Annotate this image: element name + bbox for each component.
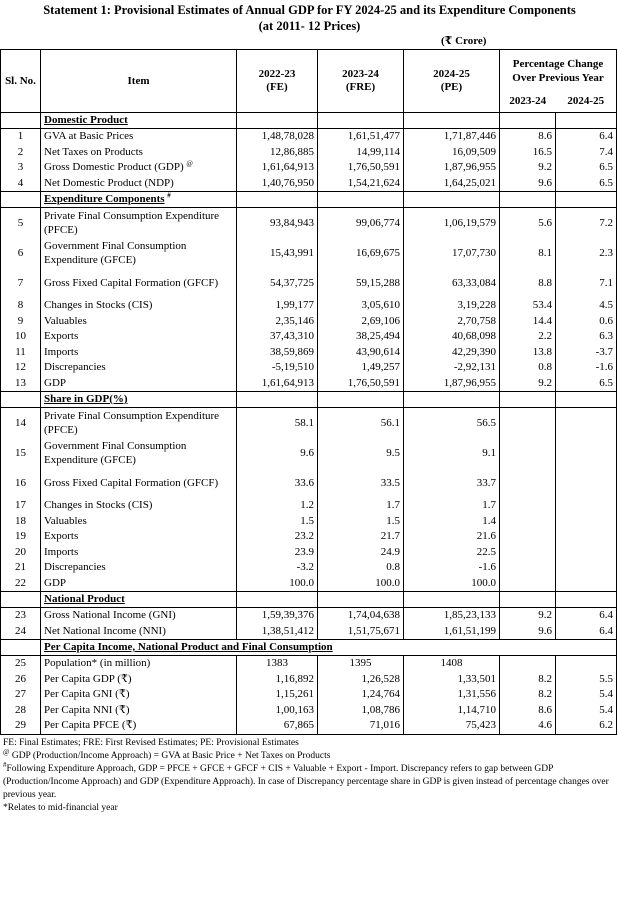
row-item: Population* (in million)	[41, 656, 237, 672]
row-value: 17,07,730	[404, 238, 500, 268]
header-2023-24-tag: (FRE)	[345, 81, 376, 93]
row-value: 1,00,163	[237, 703, 318, 719]
table-row	[1, 268, 617, 298]
header-2024-25-tag: (PE)	[440, 81, 463, 93]
section-domestic	[1, 113, 617, 129]
header-2022-23-year: 2022-23	[258, 68, 296, 80]
row-pct: 9.6	[500, 624, 556, 640]
footnote-expenditure-text: Following Expenditure Approach, GDP = PFCE + GFCE + GFCF + CIS + Valuable + Export - Import. Discrepancy refers to gap between GDP (Production/Income Approach) and GDP (Expenditure Approach). In case of Discrepancy percentage share in GDP is given instead of percentage changes over previous year.	[3, 763, 609, 800]
row-pct: 9.2	[500, 608, 556, 624]
row-value: 1,87,96,955	[404, 160, 500, 176]
row-item: Exports	[41, 329, 237, 345]
row-sl: 11	[1, 345, 41, 361]
row-item: Net Domestic Product (NDP)	[41, 176, 237, 192]
row-value: 63,33,084	[404, 268, 500, 298]
row-value: 58.1	[237, 408, 318, 439]
row-item: Valuables	[41, 314, 237, 330]
row-value: 1,14,710	[404, 703, 500, 719]
title-line-2: (at 2011- 12 Prices)	[258, 19, 361, 33]
table-row	[1, 718, 617, 734]
header-pct-change: Percentage Change Over Previous Year	[500, 50, 617, 92]
row-pct: 13.8	[500, 345, 556, 361]
row-pct: 8.6	[500, 129, 556, 145]
row-pct: 5.6	[500, 208, 556, 239]
row-sl: 24	[1, 624, 41, 640]
section-expenditure	[1, 192, 617, 208]
row-value: 16,69,675	[318, 238, 404, 268]
row-sl: 29	[1, 718, 41, 734]
row-value: 1,71,87,446	[404, 129, 500, 145]
row-pct: 9.2	[500, 376, 556, 392]
row-item: Per Capita GDP (₹)	[41, 672, 237, 688]
row-pct: 0.8	[500, 360, 556, 376]
row-item: Valuables	[41, 514, 237, 530]
row-item: GDP	[41, 576, 237, 592]
row-value: 54,37,725	[237, 268, 318, 298]
row-item: Gross National Income (GNI)	[41, 608, 237, 624]
row-value: 1.5	[318, 514, 404, 530]
row-sl: 28	[1, 703, 41, 719]
row-pct: 8.6	[500, 703, 556, 719]
row-value: 16,09,509	[404, 145, 500, 161]
row-item: Discrepancies	[41, 560, 237, 576]
row-sl: 16	[1, 468, 41, 498]
row-value: 100.0	[318, 576, 404, 592]
row-sl: 20	[1, 545, 41, 561]
row-sl: 2	[1, 145, 41, 161]
row-value: 1,61,64,913	[237, 160, 318, 176]
footnote-expenditure	[3, 760, 615, 802]
row-pct: 8.2	[500, 672, 556, 688]
row-sl: 9	[1, 314, 41, 330]
row-value: 1,61,51,199	[404, 624, 500, 640]
row-pct: 16.5	[500, 145, 556, 161]
section-expenditure-cell	[41, 192, 237, 208]
header-2024-25	[404, 50, 500, 113]
row-pct: 6.2	[556, 718, 617, 734]
row-value: 1,16,892	[237, 672, 318, 688]
row-value: 100.0	[404, 576, 500, 592]
row-value: 1,31,556	[404, 687, 500, 703]
row-item: Imports	[41, 345, 237, 361]
row-value: 1,64,25,021	[404, 176, 500, 192]
header-row	[1, 50, 617, 92]
row-pct: 6.3	[556, 329, 617, 345]
table-row	[1, 145, 617, 161]
header-2024-25-year: 2024-25	[433, 68, 470, 80]
header-pct-2024-25: 2024-25	[556, 91, 617, 112]
header-pct-2023-24: 2023-24	[500, 91, 556, 112]
footnote-marker: @	[3, 747, 10, 756]
row-value: 3,19,228	[404, 298, 500, 314]
section-domestic-label: Domestic Product	[41, 113, 237, 129]
row-item: Government Final Consumption Expenditure (GFCE)	[41, 438, 237, 468]
table-row	[1, 560, 617, 576]
table-row	[1, 529, 617, 545]
section-national-label: National Product	[41, 592, 237, 608]
header-2023-24	[318, 50, 404, 113]
row-value: 1,48,78,028	[237, 129, 318, 145]
header-2022-23	[237, 50, 318, 113]
row-item: Private Final Consumption Expenditure (PFCE)	[41, 208, 237, 239]
row-value: 99,06,774	[318, 208, 404, 239]
row-value: 1,40,76,950	[237, 176, 318, 192]
footnote-marker: #	[167, 191, 171, 200]
table-row	[1, 376, 617, 392]
row-value: 1,76,50,591	[318, 160, 404, 176]
row-sl: 6	[1, 238, 41, 268]
section-share	[1, 392, 617, 408]
table-row	[1, 329, 617, 345]
row-value: 33.5	[318, 468, 404, 498]
row-value: 1,87,96,955	[404, 376, 500, 392]
row-sl: 1	[1, 129, 41, 145]
header-2022-23-tag: (FE)	[266, 81, 288, 93]
row-value: 37,43,310	[237, 329, 318, 345]
row-value: 1,38,51,412	[237, 624, 318, 640]
row-pct: 6.5	[556, 176, 617, 192]
section-expenditure-label: Expenditure Components	[44, 193, 165, 205]
table-row	[1, 514, 617, 530]
table-row	[1, 129, 617, 145]
row-item: Per Capita GNI (₹)	[41, 687, 237, 703]
row-value: 1,49,257	[318, 360, 404, 376]
row-value: 1.7	[404, 498, 500, 514]
row-value: 43,90,614	[318, 345, 404, 361]
row-value: 1,33,501	[404, 672, 500, 688]
row-value: -1.6	[404, 560, 500, 576]
row-value: 1,26,528	[318, 672, 404, 688]
row-value: 3,05,610	[318, 298, 404, 314]
row-pct: 6.4	[556, 624, 617, 640]
row-value: 1,61,51,477	[318, 129, 404, 145]
row-item: GVA at Basic Prices	[41, 129, 237, 145]
row-sl: 7	[1, 268, 41, 298]
row-value: 56.5	[404, 408, 500, 439]
row-item: Discrepancies	[41, 360, 237, 376]
row-pct: 5.4	[556, 687, 617, 703]
row-pct: 5.5	[556, 672, 617, 688]
footnote-marker: @	[186, 160, 193, 168]
unit-label: (₹ Crore)	[441, 35, 487, 47]
row-value: 42,29,390	[404, 345, 500, 361]
title-line-1: Statement 1: Provisional Estimates of Annual GDP for FY 2024-25 and its Expenditure Components	[43, 3, 576, 17]
row-value: 2,69,106	[318, 314, 404, 330]
table-row	[1, 672, 617, 688]
row-value: 1395	[318, 656, 404, 672]
row-value: 1,59,39,376	[237, 608, 318, 624]
row-value: 1,74,04,638	[318, 608, 404, 624]
row-value: 100.0	[237, 576, 318, 592]
row-pct: 6.4	[556, 608, 617, 624]
table-row	[1, 545, 617, 561]
row-value: 67,865	[237, 718, 318, 734]
row-item: Exports	[41, 529, 237, 545]
row-sl: 21	[1, 560, 41, 576]
footnote-marker: #	[3, 760, 7, 769]
row-value: 1,15,261	[237, 687, 318, 703]
row-value: 1,54,21,624	[318, 176, 404, 192]
table-row	[1, 176, 617, 192]
row-value: 1.5	[237, 514, 318, 530]
table-row	[1, 656, 617, 672]
footnote-abbreviations: FE: Final Estimates; FRE: First Revised Estimates; PE: Provisional Estimates	[3, 737, 299, 748]
row-value: 21.7	[318, 529, 404, 545]
row-value: 1,51,75,671	[318, 624, 404, 640]
row-value: 1383	[237, 656, 318, 672]
row-value: 1,24,764	[318, 687, 404, 703]
unit-row	[0, 34, 619, 49]
row-value: 12,86,885	[237, 145, 318, 161]
row-value: 23.2	[237, 529, 318, 545]
row-pct: 5.4	[556, 703, 617, 719]
row-value: 9.6	[237, 438, 318, 468]
row-value: 33.6	[237, 468, 318, 498]
table-row	[1, 438, 617, 468]
row-value: -2,92,131	[404, 360, 500, 376]
table-row	[1, 360, 617, 376]
row-value: 40,68,098	[404, 329, 500, 345]
row-value: 75,423	[404, 718, 500, 734]
table-row	[1, 468, 617, 498]
header-item: Item	[41, 50, 237, 113]
row-value: 33.7	[404, 468, 500, 498]
row-sl: 13	[1, 376, 41, 392]
row-sl: 10	[1, 329, 41, 345]
table-row	[1, 208, 617, 239]
row-item: Changes in Stocks (CIS)	[41, 498, 237, 514]
footnote-population: *Relates to mid-financial year	[3, 802, 118, 813]
row-pct: 6.4	[556, 129, 617, 145]
row-value: 21.6	[404, 529, 500, 545]
header-sl: Sl. No.	[1, 50, 41, 113]
section-share-label: Share in GDP(%)	[41, 392, 237, 408]
row-value: 38,59,869	[237, 345, 318, 361]
table-row	[1, 160, 617, 176]
table-row	[1, 498, 617, 514]
row-pct: 8.8	[500, 268, 556, 298]
row-pct: 7.1	[556, 268, 617, 298]
row-item: GDP	[41, 376, 237, 392]
row-item-text: Gross Domestic Product (GDP)	[44, 161, 184, 174]
row-value: 59,15,288	[318, 268, 404, 298]
row-sl: 14	[1, 408, 41, 439]
row-value: 9.5	[318, 438, 404, 468]
row-pct: 0.6	[556, 314, 617, 330]
row-pct: -3.7	[556, 345, 617, 361]
section-percapita	[1, 640, 617, 656]
row-sl: 5	[1, 208, 41, 239]
table-row	[1, 238, 617, 268]
row-value: 1,99,177	[237, 298, 318, 314]
row-value: 14,99,114	[318, 145, 404, 161]
row-pct: 8.1	[500, 238, 556, 268]
row-item: Net National Income (NNI)	[41, 624, 237, 640]
row-value: 9.1	[404, 438, 500, 468]
table-row	[1, 608, 617, 624]
row-value: 1,06,19,579	[404, 208, 500, 239]
table-row	[1, 298, 617, 314]
row-item: Private Final Consumption Expenditure (PFCE)	[41, 408, 237, 439]
row-sl: 18	[1, 514, 41, 530]
header-2023-24-year: 2023-24	[342, 68, 379, 80]
row-pct: 6.5	[556, 376, 617, 392]
row-pct: 8.2	[500, 687, 556, 703]
row-value: 15,43,991	[237, 238, 318, 268]
statement-title	[0, 0, 619, 34]
row-value: 1,76,50,591	[318, 376, 404, 392]
table-row	[1, 408, 617, 439]
row-value: 2,35,146	[237, 314, 318, 330]
row-value: 71,016	[318, 718, 404, 734]
footnote-gdp-text: GDP (Production/Income Approach) = GVA at Basic Price + Net Taxes on Products	[11, 750, 331, 761]
row-item	[41, 160, 237, 176]
row-value: 1408	[404, 656, 500, 672]
row-sl: 25	[1, 656, 41, 672]
row-item: Per Capita PFCE (₹)	[41, 718, 237, 734]
row-pct: 7.4	[556, 145, 617, 161]
row-item: Net Taxes on Products	[41, 145, 237, 161]
table-row	[1, 576, 617, 592]
row-item: Imports	[41, 545, 237, 561]
row-value: 24.9	[318, 545, 404, 561]
footnote-gdp	[3, 747, 615, 763]
footnotes	[0, 737, 615, 815]
row-pct: 2.3	[556, 238, 617, 268]
row-value: 38,25,494	[318, 329, 404, 345]
table-row	[1, 703, 617, 719]
row-pct: 4.6	[500, 718, 556, 734]
row-sl: 26	[1, 672, 41, 688]
row-sl: 27	[1, 687, 41, 703]
row-value: 23.9	[237, 545, 318, 561]
row-pct: 53.4	[500, 298, 556, 314]
row-pct: 9.2	[500, 160, 556, 176]
row-value: 0.8	[318, 560, 404, 576]
row-value: 1.2	[237, 498, 318, 514]
row-pct: 14.4	[500, 314, 556, 330]
row-pct: 6.5	[556, 160, 617, 176]
section-national	[1, 592, 617, 608]
row-item: Gross Fixed Capital Formation (GFCF)	[41, 468, 237, 498]
row-pct: -1.6	[556, 360, 617, 376]
row-value: -5,19,510	[237, 360, 318, 376]
row-sl: 15	[1, 438, 41, 468]
row-value: 56.1	[318, 408, 404, 439]
row-item: Per Capita NNI (₹)	[41, 703, 237, 719]
row-pct: 9.6	[500, 176, 556, 192]
table-row	[1, 624, 617, 640]
gdp-table	[0, 49, 617, 735]
row-sl: 8	[1, 298, 41, 314]
row-item: Government Final Consumption Expenditure (GFCE)	[41, 238, 237, 268]
row-sl: 4	[1, 176, 41, 192]
row-value: 1,08,786	[318, 703, 404, 719]
row-value: 1.7	[318, 498, 404, 514]
row-pct: 7.2	[556, 208, 617, 239]
row-value: 22.5	[404, 545, 500, 561]
section-percapita-label: Per Capita Income, National Product and Final Consumption	[41, 640, 617, 656]
row-sl: 3	[1, 160, 41, 176]
row-pct: 2.2	[500, 329, 556, 345]
row-value: 1,85,23,133	[404, 608, 500, 624]
row-sl: 19	[1, 529, 41, 545]
row-sl: 12	[1, 360, 41, 376]
table-row	[1, 314, 617, 330]
row-item: Gross Fixed Capital Formation (GFCF)	[41, 268, 237, 298]
row-value: -3.2	[237, 560, 318, 576]
row-value: 2,70,758	[404, 314, 500, 330]
row-pct: 4.5	[556, 298, 617, 314]
row-item: Changes in Stocks (CIS)	[41, 298, 237, 314]
row-value: 1.4	[404, 514, 500, 530]
row-sl: 23	[1, 608, 41, 624]
row-sl: 22	[1, 576, 41, 592]
table-row	[1, 687, 617, 703]
table-row	[1, 345, 617, 361]
row-sl: 17	[1, 498, 41, 514]
row-value: 1,61,64,913	[237, 376, 318, 392]
row-value: 93,84,943	[237, 208, 318, 239]
